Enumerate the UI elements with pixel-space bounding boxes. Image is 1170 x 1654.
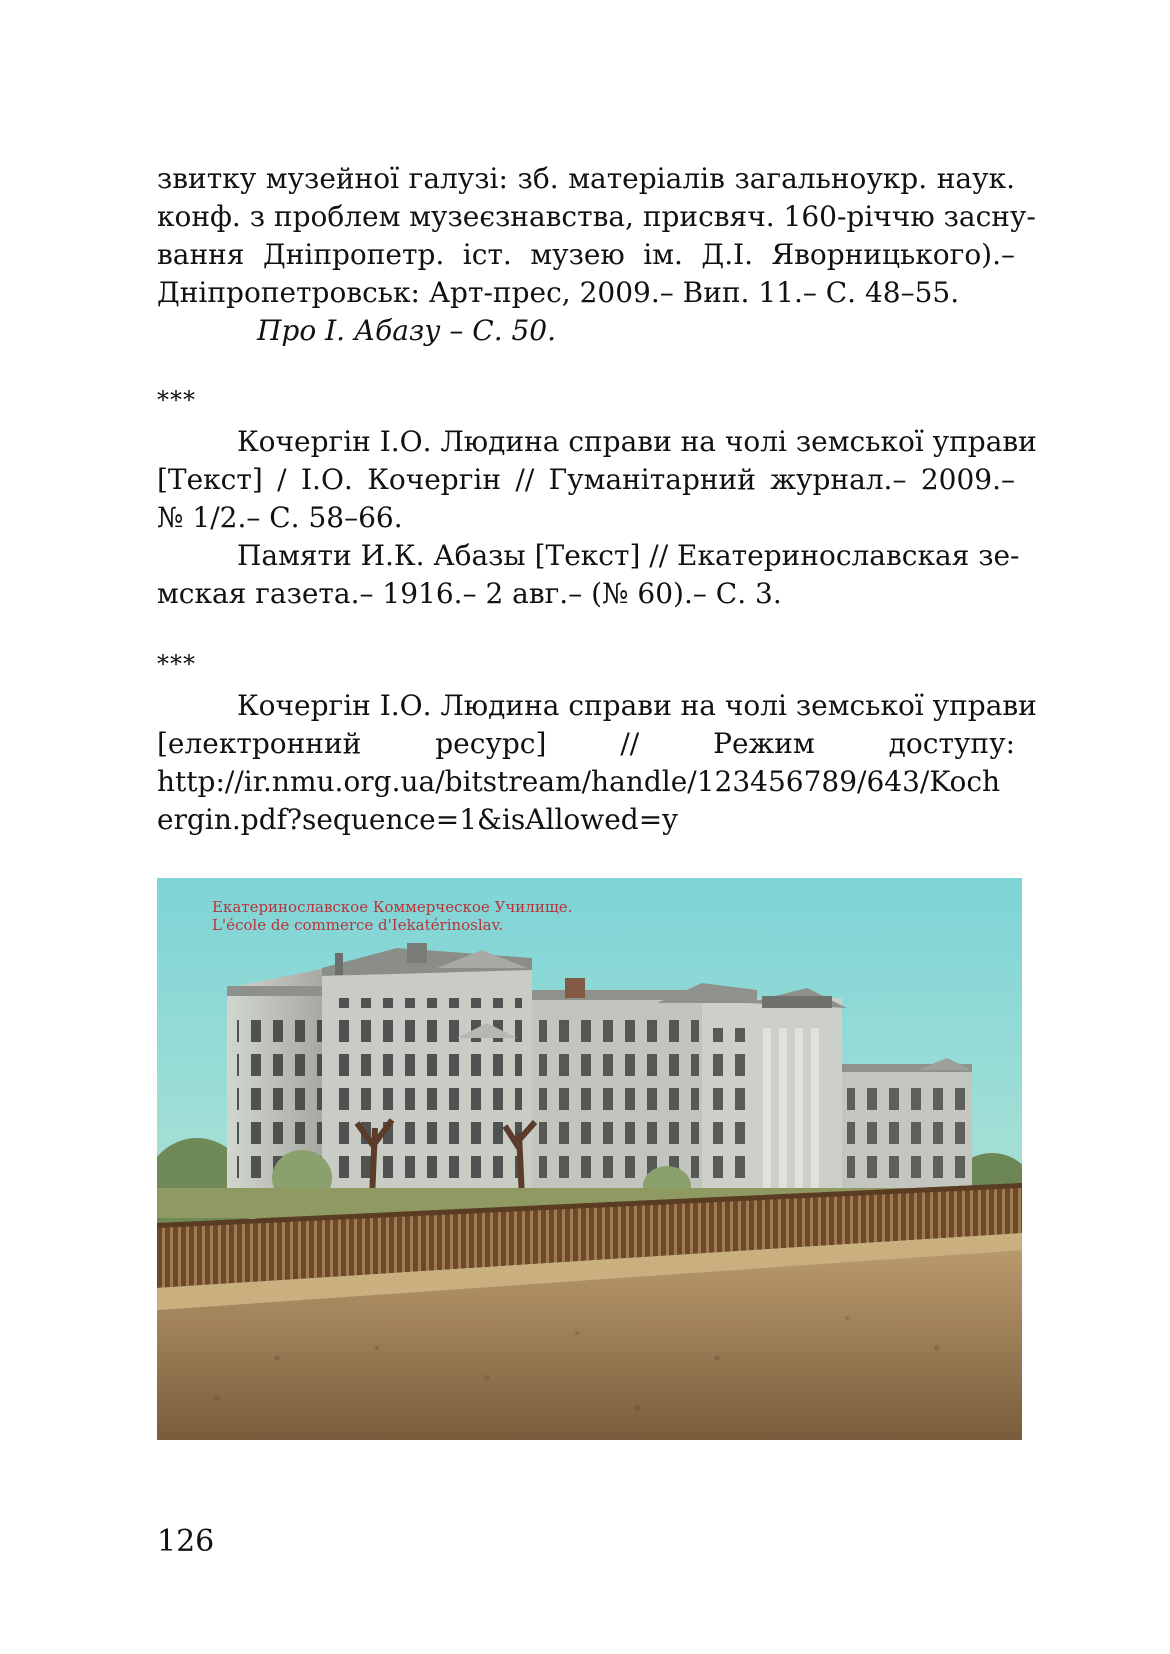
text-line: конф. з проблем музеєзнавства, присвяч. 160-річчю засну-	[157, 200, 1036, 233]
bibliography-block-2	[157, 423, 1037, 613]
section-separator: ***	[157, 386, 196, 414]
text-line: Памяти И.К. Абазы [Текст] // Екатеринославская зе-	[237, 539, 1020, 572]
text-line: мская газета.– 1916.– 2 авг.– (№ 60).– С. 3.	[157, 577, 782, 610]
text-line: [електронний ресурс] // Режим доступу:	[157, 727, 1015, 760]
historic-postcard-photo	[157, 878, 1022, 1440]
bibliography-block-3	[157, 687, 1037, 839]
text-line: вання Дніпропетр. іст. музею ім. Д.І. Яворницького).–	[157, 238, 1015, 271]
text-line: Дніпропетровськ: Арт-прес, 2009.– Вип. 11.– С. 48–55.	[157, 276, 960, 309]
text-line: № 1/2.– С. 58–66.	[157, 501, 403, 534]
italic-note: Про І. Абазу – С. 50.	[257, 314, 557, 347]
page-number: 126	[157, 1524, 215, 1559]
text-line: Кочергін І.О. Людина справи на чолі земської управи	[237, 425, 1037, 458]
photo-caption-ru: Екатеринославское Коммерческое Училище.	[212, 898, 573, 916]
photo-caption-fr: L'école de commerce d'Iekatérinoslav.	[212, 916, 504, 934]
bibliography-block-1	[157, 160, 1036, 350]
text-line: [Текст] / І.О. Кочергін // Гуманітарний журнал.– 2009.–	[157, 463, 1015, 496]
text-line: звитку музейної галузі: зб. матеріалів загальноукр. наук.	[157, 162, 1015, 195]
url-line: ergin.pdf?sequence=1&isAllowed=y	[157, 803, 678, 836]
section-separator: ***	[157, 650, 196, 678]
text-line: Кочергін І.О. Людина справи на чолі земської управи	[237, 689, 1037, 722]
url-line: http://ir.nmu.org.ua/bitstream/handle/123456789/643/Koch	[157, 765, 1001, 798]
